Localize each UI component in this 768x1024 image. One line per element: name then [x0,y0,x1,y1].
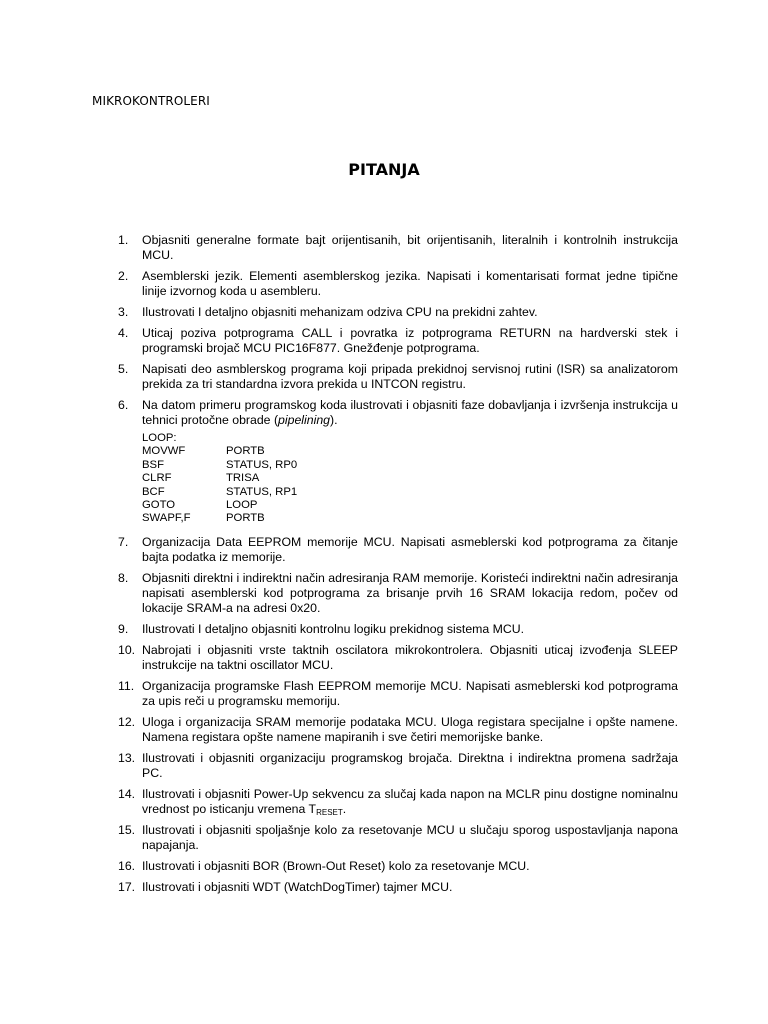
code-operand: TRISA [226,472,260,485]
question-number: 5. [118,362,129,376]
question-item [118,326,678,356]
question-text: Ilustrovati i objasniti BOR (Brown-Out Reset) kolo za resetovanje MCU. [142,858,530,873]
question-text [142,787,678,817]
code-label: LOOP: [142,432,177,444]
question-text-part: ). [330,413,338,427]
code-operand: PORTB [226,445,265,458]
italic-term: pipelining [278,413,331,427]
question-text: Ilustrovati I detaljno objasniti kontrolnu logiku prekidnog sistema MCU. [142,621,525,636]
question-text: Nabrojati i objasniti vrste taktnih oscilatora mikrokontrolera. Objasniti uticaj izvođenja SLEEP instrukcije na taktni oscillator MCU. [142,642,678,672]
code-line [142,486,678,499]
code-line [142,459,678,472]
question-text: Uticaj poziva potprograma CALL i povratka iz potprograma RETURN na hardverski stek i programski brojač MCU PIC16F877. Gnežđenje potprograma. [142,326,678,355]
question-text: Ilustrovati i objasniti spoljašnje kolo za resetovanje MCU u slučaju sporog uspostavljanja napona napajanja. [142,822,678,852]
question-list [118,233,678,901]
question-item [118,859,678,874]
code-mnemonic: SWAPF,F [142,512,191,525]
question-item [118,535,678,565]
question-item [118,398,678,428]
code-mnemonic: BCF [142,485,165,498]
question-text: Ilustrovati i objasniti organizaciju programskog brojača. Direktna i indirektna promena sadržaja PC. [142,750,678,780]
code-listing [142,432,678,526]
question-item [118,362,678,392]
question-item [118,787,678,817]
question-text: Asemblerski jezik. Elementi asemblerskog jezika. Napisati i komentarisati format jedne tipične linije izvornog koda u asembleru. [142,269,678,298]
question-item [118,751,678,781]
question-number: 8. [118,570,129,585]
code-line [142,512,678,525]
question-text: Organizacija Data EEPROM memorije MCU. Napisati asmeblerski kod potprograma za čitanje bajta podatka iz memorije. [142,534,678,564]
question-text-part: . [342,801,347,816]
question-number: 14. [118,786,136,801]
question-number: 9. [118,621,129,636]
question-number: 15. [118,822,136,837]
question-text [142,398,678,428]
question-number: 12. [118,714,136,729]
question-text: Ilustrovati i objasniti WDT (WatchDogTimer) tajmer MCU. [142,879,453,894]
question-text: Organizacija programske Flash EEPROM memorije MCU. Napisati asmeblerski kod potprograma za upis reči u programsku memoriju. [142,678,678,708]
code-mnemonic: CLRF [142,472,172,485]
code-line [142,472,678,485]
code-line [142,499,678,512]
question-number: 16. [118,858,136,873]
question-item [118,880,678,895]
question-text: Objasniti generalne formate bajt orijentisanih, bit orijentisanih, literalnih i kontrolnih instrukcija MCU. [142,233,678,262]
question-number: 6. [118,398,129,412]
question-number: 11. [118,678,135,693]
question-item [118,269,678,299]
question-text-part: Ilustrovati i objasniti Power-Up sekvencu za slučaj kada napon na MCLR pinu dostigne nominalnu vrednost po isticanju vremena T [142,786,678,816]
question-item [118,715,678,745]
question-text: Ilustrovati I detaljno objasniti mehanizam odziva CPU na prekidni zahtev. [142,305,538,319]
code-line [142,445,678,458]
question-item [118,233,678,263]
question-text: Napisati deo asmblerskog programa koji pripada prekidnoj servisnoj rutini (ISR) sa analizatorom prekida za tri standardna izvora prekida u INTCON registru. [142,362,678,391]
question-number: 10. [118,642,136,657]
question-item [118,679,678,709]
code-operand: STATUS, RP1 [226,485,298,498]
question-number: 17. [118,879,136,894]
code-mnemonic: BSF [142,458,164,471]
question-text: Uloga i organizacija SRAM memorije podataka MCU. Uloga registara specijalne i opšte namene. Namena registara opšte namene mapiranih i sve četiri memorijske banke. [142,714,678,744]
page-title: PITANJA [348,160,420,179]
question-number: 3. [118,305,129,319]
question-number: 7. [118,534,129,549]
question-item [118,643,678,673]
code-operand: PORTB [226,512,265,525]
code-operand: STATUS, RP0 [226,458,298,471]
subscript-text: RESET [316,807,343,817]
code-mnemonic: GOTO [142,499,176,512]
question-item [118,622,678,637]
question-item [118,571,678,616]
question-text-part: Na datom primeru programskog koda ilustrovati i objasniti faze dobavljanja i izvršenja instrukcija u tehnici protočne obrade ( [142,398,678,427]
code-operand: LOOP [226,499,258,512]
document-header: MIKROKONTROLERI [92,94,210,108]
code-mnemonic: MOVWF [142,445,186,458]
question-number: 4. [118,326,129,340]
question-number: 2. [118,269,129,283]
question-number: 13. [118,750,136,765]
question-number: 1. [118,233,129,247]
question-item [118,823,678,853]
question-text: Objasniti direktni i indirektni način adresiranja RAM memorije. Koristeći indirektni način adresiranja napisati asemblerski kod potprograma za brisanje prvih 16 SRAM lokacija redom, počev od lokacije SRAM-a na adresi 0x20. [142,570,678,615]
question-item [118,305,678,320]
